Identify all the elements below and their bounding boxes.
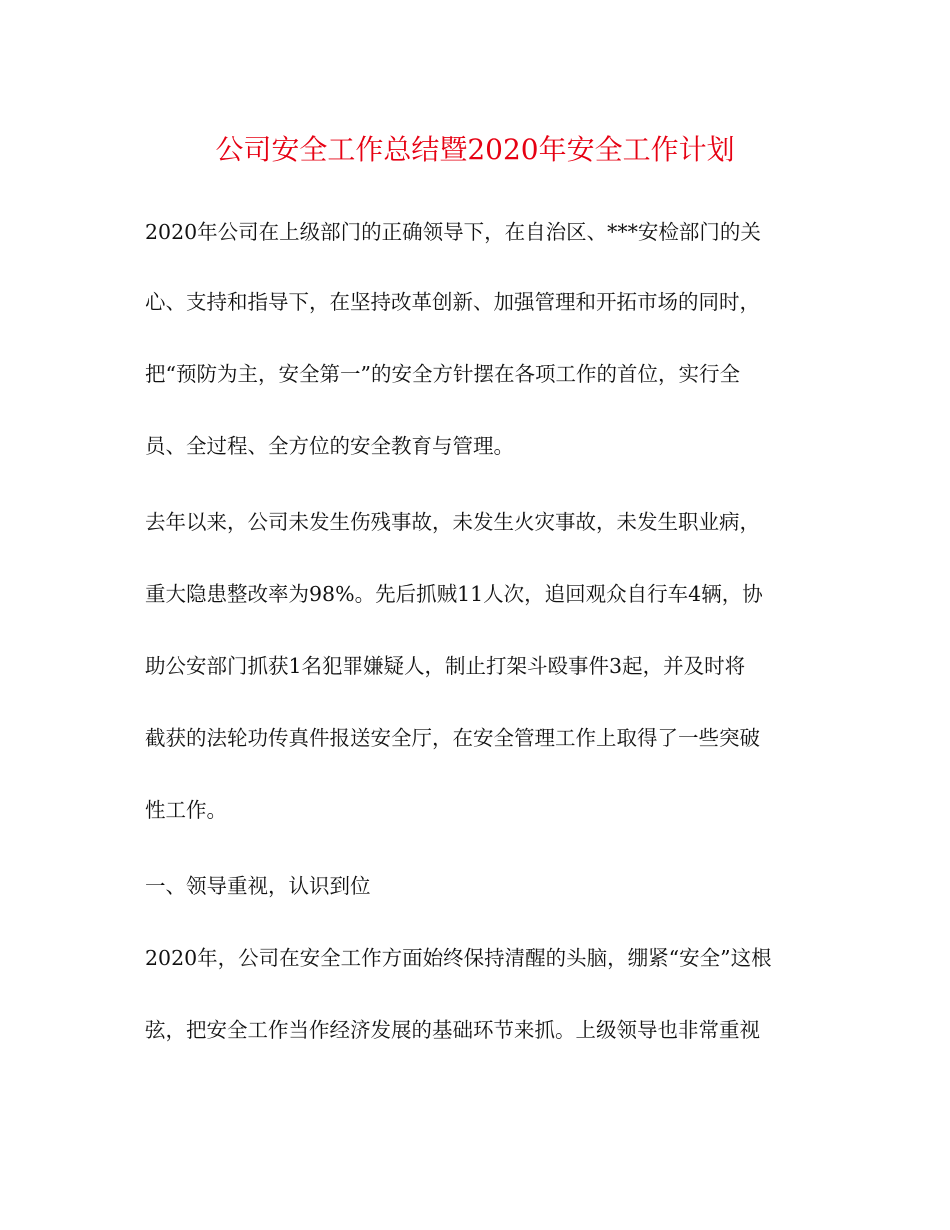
body-line-1: 2020年公司在上级部门的正确领导下，在自治区、***安检部门的关 — [145, 220, 761, 244]
body-line-5: 去年以来，公司未发生伤残事故，未发生火灾事故，未发生职业病， — [145, 510, 760, 534]
body-line-11: 弦，把安全工作当作经济发展的基础环节来抓。上级领导也非常重视 — [145, 1018, 760, 1042]
body-line-6: 重大隐患整改率为98%。先后抓贼11人次，追回观众自行车4辆，协 — [145, 582, 763, 606]
body-line-10: 2020年，公司在安全工作方面始终保持清醒的头脑，绷紧“安全”这根 — [145, 946, 772, 970]
section-heading-1: 一、领导重视，认识到位 — [145, 874, 371, 898]
body-line-8: 截获的法轮功传真件报送安全厅，在安全管理工作上取得了一些突破 — [145, 726, 760, 750]
document-title: 公司安全工作总结暨2020年安全工作计划 — [215, 133, 735, 166]
body-line-7: 助公安部门抓获1名犯罪嫌疑人，制止打架斗殴事件3起，并及时将 — [145, 654, 746, 678]
body-line-9: 性工作。 — [145, 798, 227, 822]
body-line-2: 心、支持和指导下，在坚持改革创新、加强管理和开拓市场的同时， — [145, 290, 760, 314]
body-line-3: 把“预防为主，安全第一”的安全方针摆在各项工作的首位，实行全 — [145, 362, 740, 386]
body-line-4: 员、全过程、全方位的安全教育与管理。 — [145, 434, 514, 458]
